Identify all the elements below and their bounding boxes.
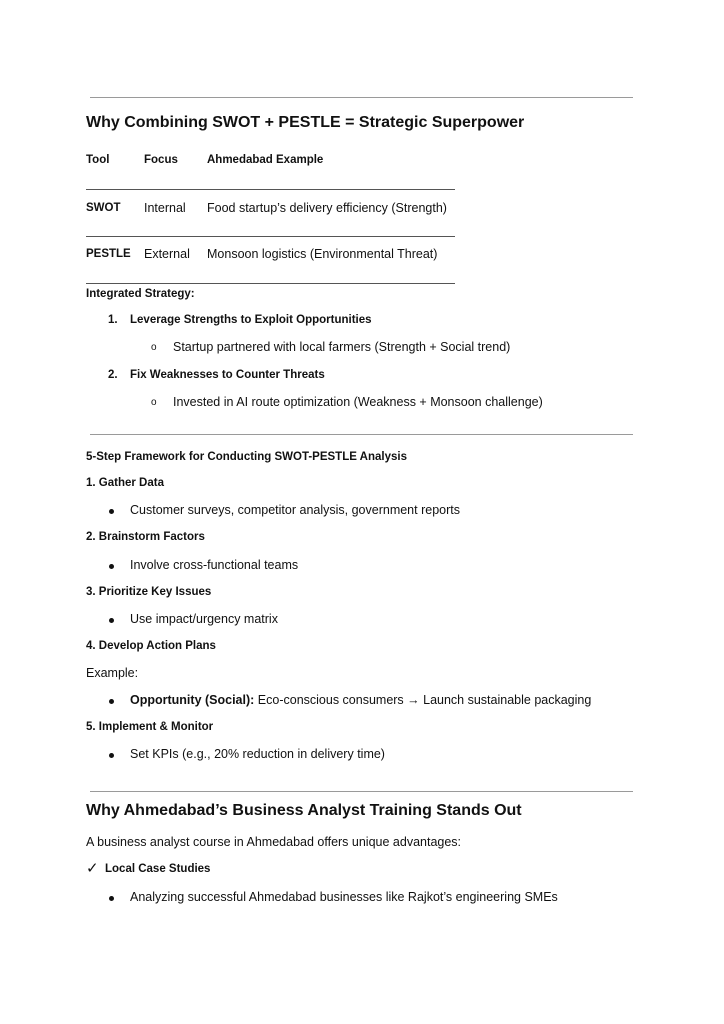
step-heading: 3. Prioritize Key Issues [86,586,212,598]
bullet-item [130,693,591,707]
bullet-dot-icon [109,564,114,569]
list-item-title: Fix Weaknesses to Counter Threats [130,369,325,381]
divider-bottom [90,791,633,792]
table-header-focus: Focus [144,154,178,166]
step-heading: 5. Implement & Monitor [86,721,214,733]
table-rule [86,283,455,284]
bullet-dot-icon [109,618,114,623]
bullet-item: Involve cross-functional teams [130,558,299,572]
table-cell-tool: PESTLE [86,248,131,260]
sub-bullet-marker: o [151,397,157,408]
divider-middle [90,434,633,435]
step-heading: 1. Gather Data [86,477,164,489]
table-cell-example: Food startup’s delivery efficiency (Strength) [207,201,447,215]
sub-list-item: Startup partnered with local farmers (Strength + Social trend) [173,340,511,354]
step-heading: 2. Brainstorm Factors [86,531,205,543]
step-heading: 4. Develop Action Plans [86,640,216,652]
bullet-dot-icon [109,896,114,901]
bullet-dot-icon [109,509,114,514]
example-label: Example: [86,666,139,680]
check-icon: ✓ [86,860,99,877]
list-number: 1. [108,314,118,326]
section-title-swot-pestle: Why Combining SWOT + PESTLE = Strategic Superpower [86,114,525,131]
bullet-item-text: Eco-conscious consumers → Launch sustainable packaging [254,693,592,707]
table-header-example: Ahmedabad Example [207,154,324,166]
bullet-dot-icon [109,753,114,758]
bullet-item: Set KPIs (e.g., 20% reduction in delivery time) [130,747,385,761]
integrated-strategy-label: Integrated Strategy: [86,288,195,300]
list-number: 2. [108,369,118,381]
bullet-item: Customer surveys, competitor analysis, government reports [130,503,460,517]
section-title-training: Why Ahmedabad’s Business Analyst Training Stands Out [86,802,522,819]
table-cell-focus: Internal [144,201,186,215]
list-item-title: Leverage Strengths to Exploit Opportunities [130,314,372,326]
table-cell-example: Monsoon logistics (Environmental Threat) [207,247,438,261]
bullet-dot-icon [109,699,114,704]
table-rule [86,236,455,237]
intro-text: A business analyst course in Ahmedabad offers unique advantages: [86,835,462,849]
section-title-framework: 5-Step Framework for Conducting SWOT-PESTLE Analysis [86,451,407,463]
table-rule [86,189,455,190]
table-header-tool: Tool [86,154,110,166]
sub-bullet-marker: o [151,342,157,353]
table-cell-tool: SWOT [86,202,121,214]
bullet-item: Analyzing successful Ahmedabad businesses like Rajkot’s engineering SMEs [130,890,558,904]
table-cell-focus: External [144,247,190,261]
feature-heading: Local Case Studies [105,863,211,875]
bullet-item-bold: Opportunity (Social): [130,693,255,707]
sub-list-item: Invested in AI route optimization (Weakness + Monsoon challenge) [173,395,543,409]
bullet-item: Use impact/urgency matrix [130,612,278,626]
divider-top [90,97,633,98]
